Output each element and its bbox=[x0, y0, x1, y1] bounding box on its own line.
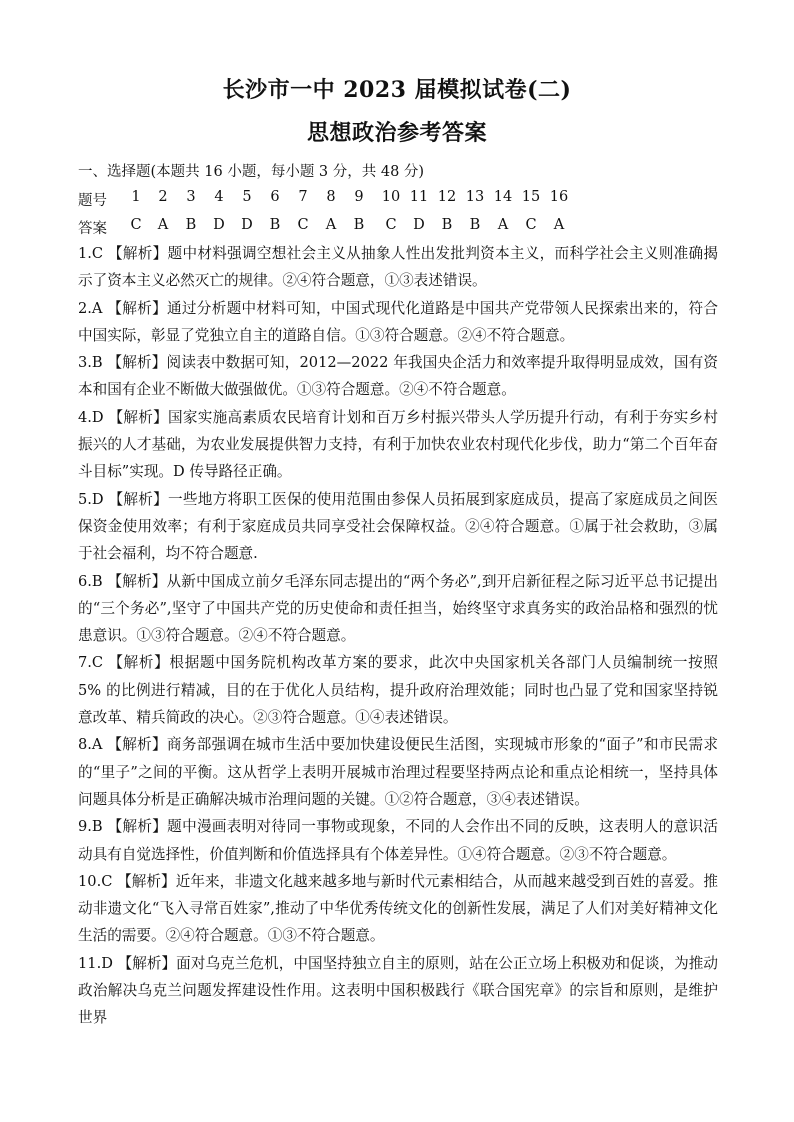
answer-letter: B bbox=[469, 217, 481, 233]
question-number: 10 bbox=[381, 189, 401, 205]
document-title: 长沙市一中 2023 届模拟试卷(二) bbox=[222, 77, 572, 103]
answer-letter: B bbox=[441, 217, 453, 233]
question-number: 4 bbox=[214, 189, 224, 205]
question-number: 12 bbox=[437, 189, 457, 205]
answer-letter: D bbox=[241, 217, 253, 233]
question-number: 7 bbox=[298, 189, 308, 205]
explanation-item: 6.B 【解析】从新中国成立前夕毛泽东同志提出的“两个务必”,到开启新征程之际习近平总书记提出的“三个务必”,坚守了中国共产党的历史使命和责任担当，始终坚守求真务实的政治品格和强烈的忧患意识。①③符合题意。②④不符合题意。 bbox=[78, 572, 718, 645]
question-number: 13 bbox=[465, 189, 485, 205]
explanation-item: 8.A 【解析】商务部强调在城市生活中要加快建设便民生活图，实现城市形象的“面子”和市民需求的“里子”之间的平衡。这从哲学上表明开展城市治理过程要坚持两点论和重点论相统一，坚持具体问题具体分析是正确解决城市治理问题的关键。①②符合题意，③④表述错误。 bbox=[78, 736, 718, 808]
question-number: 14 bbox=[493, 189, 513, 205]
question-number: 6 bbox=[270, 189, 280, 205]
explanation-item: 3.B 【解析】阅读表中数据可知，2012—2022 年我国央企活力和效率提升取得明显成效，国有资本和国有企业不断做大做强做优。①③符合题意。②④不符合题意。 bbox=[78, 354, 718, 399]
answer-letter: C bbox=[297, 217, 309, 233]
answer-letter: A bbox=[157, 217, 169, 233]
answer-letter: B bbox=[353, 217, 365, 233]
explanation-item: 7.C 【解析】根据题中国务院机构改革方案的要求，此次中央国家机关各部门人员编制统一按照 5% 的比例进行精减，目的在于优化人员结构，提升政府治理效能；同时也凸显了党和国家坚持锐意改革、精兵简政的决心。②③符合题意。①④表述错误。 bbox=[78, 654, 718, 727]
answer-row-label: 答案 bbox=[78, 221, 107, 237]
answer-letter: D bbox=[413, 217, 425, 233]
answer-letter: D bbox=[213, 217, 225, 233]
answer-letter: C bbox=[385, 217, 397, 233]
question-number: 8 bbox=[326, 189, 336, 205]
explanation-item: 2.A 【解析】通过分析题中材料可知，中国式现代化道路是中国共产党带领人民探索出来的，符合中国实际，彰显了党独立自主的道路自信。①③符合题意。②④不符合题意。 bbox=[78, 299, 718, 344]
question-number: 11 bbox=[409, 189, 429, 205]
question-number: 9 bbox=[354, 189, 364, 205]
answer-letter: C bbox=[525, 217, 537, 233]
explanations-list bbox=[78, 240, 718, 1032]
answer-letter: C bbox=[130, 217, 142, 233]
question-number: 3 bbox=[186, 189, 196, 205]
answer-grid-number-row bbox=[78, 189, 718, 209]
number-row-label: 题号 bbox=[78, 193, 107, 209]
explanation-item: 5.D 【解析】一些地方将职工医保的使用范围由参保人员拓展到家庭成员，提高了家庭成员之间医保资金使用效率；有利于家庭成员共同享受社会保障权益。②④符合题意。①属于社会救助，③属于社会福利，均不符合题意. bbox=[78, 490, 718, 563]
answer-letter: A bbox=[325, 217, 337, 233]
answer-letter: A bbox=[497, 217, 509, 233]
explanation-item: 9.B 【解析】题中漫画表明对待同一事物或现象，不同的人会作出不同的反映，这表明人的意识活动具有自觉选择性，价值判断和价值选择具有个体差异性。①④符合题意。②③不符合题意。 bbox=[78, 818, 718, 863]
explanation-item: 11.D 【解析】面对乌克兰危机，中国坚持独立自主的原则，站在公正立场上积极劝和促谈，为推动政治解决乌克兰问题发挥建设性作用。这表明中国积极践行《联合国宪章》的宗旨和原则，是维护世界 bbox=[78, 954, 718, 1027]
question-number: 16 bbox=[549, 189, 569, 205]
section-heading: 一、选择题(本题共 16 小题，每小题 3 分，共 48 分) bbox=[78, 164, 425, 180]
question-number: 2 bbox=[158, 189, 168, 205]
answer-letter: B bbox=[185, 217, 197, 233]
answer-grid-answer-row bbox=[78, 217, 718, 237]
explanation-item: 4.D 【解析】国家实施高素质农民培育计划和百万乡村振兴带头人学历提升行动，有利于夯实乡村振兴的人才基础，为农业发展提供智力支持，有利于加快农业农村现代化步伐，助力“第二个百年奋斗目标”实现。D 传导路径正确。 bbox=[78, 408, 718, 481]
question-number: 1 bbox=[131, 189, 141, 205]
question-number: 5 bbox=[242, 189, 252, 205]
answer-letter: B bbox=[269, 217, 281, 233]
document-subtitle: 思想政治参考答案 bbox=[306, 120, 487, 146]
explanation-item: 10.C 【解析】近年来，非遗文化越来越多地与新时代元素相结合，从而越来越受到百姓的喜爱。推动非遗文化“飞入寻常百姓家”,推动了中华优秀传统文化的创新性发展，满足了人们对美好精神文化生活的需要。②④符合题意。①③不符合题意。 bbox=[78, 872, 718, 945]
question-number: 15 bbox=[521, 189, 541, 205]
answer-letter: A bbox=[553, 217, 565, 233]
explanation-item: 1.C 【解析】题中材料强调空想社会主义从抽象人性出发批判资本主义，而科学社会主义则准确揭示了资本主义必然灭亡的规律。②④符合题意，①③表述错误。 bbox=[78, 245, 718, 290]
